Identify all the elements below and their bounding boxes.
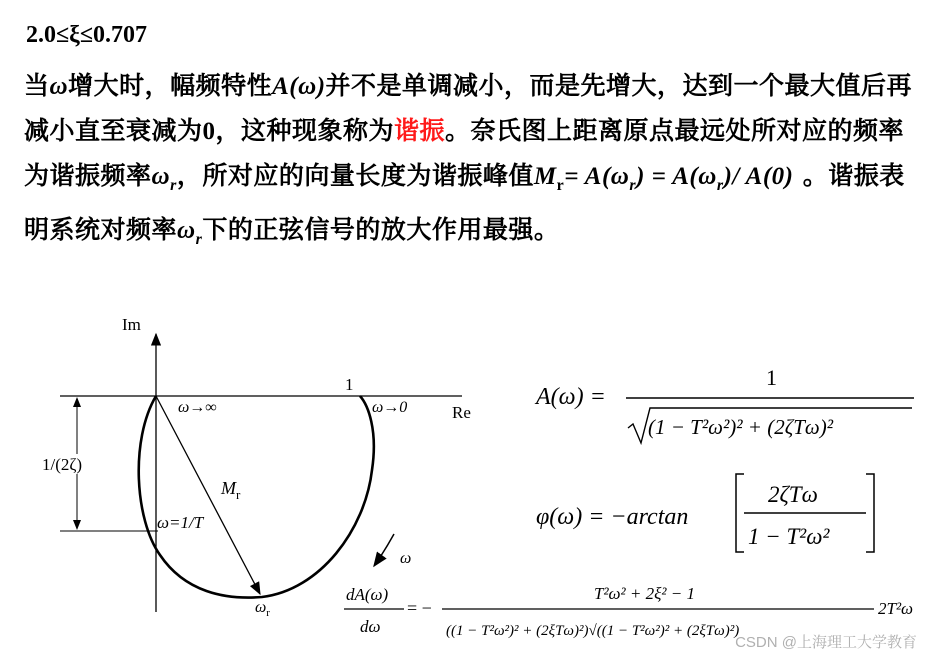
phase-numerator: 2ζTω <box>768 482 818 507</box>
derivative-big-numerator: T²ω² + 2ξ² − 1 <box>594 584 695 603</box>
text-seg: ，所对应的向量长度为谐振峰值 <box>176 161 534 190</box>
dimension-label: 1/(2ζ) <box>42 455 83 474</box>
equation-part: = A(ω <box>564 163 630 190</box>
section-heading: 2.0≤ξ≤0.707 <box>26 22 148 48</box>
watermark: CSDN @上海理工大学教育 <box>735 634 917 651</box>
omega-direction-label: ω <box>400 550 412 567</box>
mr-label: $M_r$ <box>221 478 241 502</box>
text-seg: 增大时，幅频特性 <box>68 71 273 100</box>
equation-part: ) = A(ω <box>636 163 717 190</box>
zero-value: 0 <box>202 118 216 145</box>
amplitude-numerator: 1 <box>766 365 777 390</box>
r-subscript: r <box>556 177 565 194</box>
r-subscript: r <box>195 231 203 248</box>
omega-r-symbol: ω <box>177 217 196 244</box>
one-label: 1 <box>345 375 354 394</box>
omega-r-label: $\omega_r$ <box>255 599 270 619</box>
amplitude-denominator: (1 − T²ω²)² + (2ζTω)² <box>648 415 834 439</box>
phase-denominator: 1 − T²ω² <box>748 524 830 549</box>
im-label: Im <box>122 315 141 334</box>
resonance-term: 谐振 <box>394 116 446 145</box>
text-seg: ，这种现象称为 <box>215 116 395 145</box>
derivative-equals: = − <box>407 598 432 618</box>
direction-arrow <box>374 534 394 566</box>
equation-part: )/ A(0) <box>723 163 794 190</box>
text-seg: 。谐振表明系统对频率 <box>24 161 905 244</box>
omega-r-symbol: ω <box>151 163 171 190</box>
amplitude-lhs: A(ω) = <box>536 384 606 410</box>
text-seg: 并不是单调减小，而是先增大，达到一个最大值后再减小直至衰减为 <box>24 71 913 145</box>
omega-infinity-label: ω→∞ <box>178 399 217 416</box>
mr-symbol: M <box>533 163 557 190</box>
text-seg: 。奈氏图上距离原点最远处所对应的频率为谐振频率 <box>24 116 905 190</box>
a-omega-symbol: A(ω) <box>272 73 326 100</box>
r-subscript: r <box>716 177 724 194</box>
r-subscript: r <box>629 177 637 194</box>
re-label: Re <box>452 403 471 422</box>
nyquist-curve <box>139 396 374 598</box>
text-seg: 下的正弦信号的放大作用最强。 <box>202 215 560 244</box>
derivative-big-denominator: ((1 − T²ω²)² + (2ξTω)²)√((1 − T²ω²)² + (2ξTω)²) <box>446 623 740 639</box>
omega-crossing-label: ω=1/T <box>157 513 204 532</box>
text-seg: 当 <box>24 71 50 100</box>
omega-symbol: ω <box>49 73 69 100</box>
mr-vector <box>156 396 260 594</box>
omega-zero-label: ω→0 <box>372 399 408 416</box>
phase-lhs: φ(ω) = −arctan <box>536 504 689 530</box>
derivative-denominator: dω <box>360 617 381 636</box>
r-subscript: r <box>170 177 177 194</box>
derivative-numerator: dA(ω) <box>346 585 389 604</box>
derivative-tail: 2T²ω <box>878 599 914 618</box>
bracket-right <box>866 474 874 552</box>
bracket-left <box>736 474 744 552</box>
